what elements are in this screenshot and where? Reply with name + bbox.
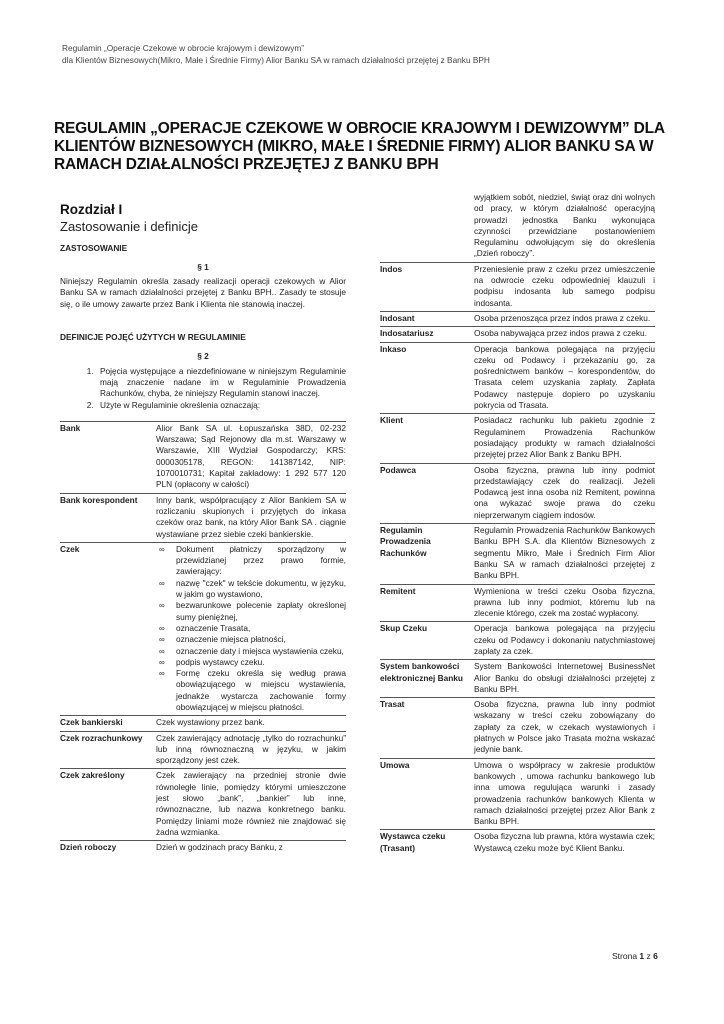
definition-desc: Osoba fizyczna, prawna lub inny podmiot wskazany w treści czeku zobowiązany do zapłaty za czek, w czekach wystawionych i płatnych w Polsce jako Trasata można wskazać jedynie bank. [474, 699, 655, 755]
definition-term: Czek bankierski [60, 717, 123, 728]
bullet-item: ∞ bezwarunkowe polecenie zapłaty określonej sumy pieniężnej, [176, 600, 346, 623]
definition-term: Remitent [380, 585, 416, 596]
definition-desc: Posiadacz rachunku lub pakietu zgodnie z Regulaminem Prowadzenia Rachunków posiadający produkty w ramach działalności przejętej przez Alior Bank z Banku BPH. [474, 415, 655, 460]
definition-desc: System Bankowości Internetowej BusinessNet Alior Banku do obsługi działalności przejętej z Banku BPH. [474, 661, 655, 694]
definition-row [60, 840, 346, 855]
definition-term: Bank [60, 422, 81, 433]
definition-term: Indosatariusz [380, 328, 434, 339]
definition-row [380, 342, 655, 414]
bullet-item: ∞ oznaczenie daty i miejsca wystawienia czeku, [176, 646, 346, 657]
definition-row [60, 715, 346, 730]
definition-row [380, 463, 655, 523]
definition-row [380, 311, 655, 326]
definition-row [380, 697, 655, 757]
definition-term: Klient [380, 415, 404, 426]
left-column [60, 200, 346, 856]
definition-row [60, 542, 346, 715]
definition-row [60, 731, 346, 769]
definition-term: Indosant [380, 312, 415, 323]
definition-term [380, 192, 474, 260]
bullet-item: ∞ oznaczenie miejsca płatności, [176, 634, 346, 645]
definition-row [60, 421, 346, 493]
definition-desc: Wymieniona w treści czeku Osoba fizyczna, prawna lub inny podmiot, któremu lub na zlecenie którego, czek ma zostać wypłacony. [474, 585, 655, 619]
paragraph-marker-2: § 2 [197, 351, 209, 362]
definition-row [380, 758, 655, 830]
definition-term: Dzień roboczy [60, 842, 117, 853]
definition-term: Czek [60, 543, 80, 554]
definition-term: Trasat [380, 699, 405, 710]
definition-row [60, 493, 346, 542]
definition-term: Inkaso [380, 343, 407, 354]
definition-term: System bankowości elektronicznej Banku [380, 661, 463, 683]
section-heading-zastosowanie: ZASTOSOWANIE [60, 242, 128, 253]
definition-row [380, 326, 655, 341]
definition-desc: Regulamin Prowadzenia Rachunków Bankowych Banku BPH S.A. dla Klientów Biznesowych z segmentu Mikro, Małe i Średnich Firm Alior Banku SA w ramach działalności przejętej z Banku BPH. [474, 525, 655, 581]
page-sep: z [646, 951, 651, 961]
header-line-1: Regulamin „Operacje Czekowe w obrocie krajowym i dewizowym” [62, 43, 305, 53]
bullet-item: ∞ oznaczenie Trasata, [176, 623, 346, 634]
definition-row [380, 829, 655, 856]
definition-term: Wystawca czeku (Trasant) [380, 831, 446, 853]
page-number [612, 951, 658, 961]
bullet-item: ∞ nazwę "czek" w tekście dokumentu, w języku, w jakim go wystawiono, [176, 578, 346, 601]
definition-row [380, 262, 655, 311]
definition-term: Czek zakreślony [60, 770, 125, 781]
definition-term: Skup Czeku [380, 623, 428, 634]
definition-desc: Osoba nabywająca przez indos prawa z czeku. [474, 328, 647, 339]
definition-term: Podawca [380, 464, 416, 475]
definition-desc: Dzień w godzinach pracy Banku, z [156, 842, 283, 853]
definition-continuation [380, 192, 655, 262]
header-line-2: dla Klientów Biznesowych(Mikro, Małe i Średnie Firmy) Alior Banku SA w ramach działalności przejętej z Banku BPH [62, 55, 490, 65]
definitions-intro-list [60, 366, 346, 411]
definition-desc: Inny bank, współpracujący z Alior Bankiem SA w rozliczaniu skupionych i przyjętych do inkasa czeków oraz bank, na który Alior Bank SA . ciągnie wystawiane przez siebie czeki bankierskie. [156, 494, 346, 539]
definition-desc: Osoba fizyczna lub prawna, która wystawia czek; Wystawcą czeku może być Klient Banku. [474, 831, 655, 853]
definition-term: Indos [380, 263, 403, 274]
definition-desc: Przeniesienie praw z czeku przez umieszczenie na odwrocie czeku odpowiedniej klauzuli i podpisu indosanta lub samego podpisu indosanta. [474, 263, 655, 308]
definition-desc: Osoba przenosząca przez indos prawa z czeku. [474, 312, 651, 323]
definition-term: Umowa [380, 759, 410, 770]
definition-bullets [156, 544, 346, 713]
section1-text: Niniejszy Regulamin określa zasady realizacji operacji czekowych w Alior Banku SA w ramach działalności przejętej z Banku BPH.. Zasady te stosuje się, o ile umowy zawarte przez Bank i Klienta nie stanowią inaczej. [60, 276, 346, 309]
chapter-subtitle: Zastosowanie i definicje [60, 219, 199, 235]
definitions-table-left [60, 421, 346, 856]
definition-desc: Czek zawierający adnotację „tylko do rozrachunku” lub inną równoznaczną w języku, w jakim sporządzony jest czek. [156, 732, 346, 766]
definition-row [380, 584, 655, 622]
chapter-label: Rozdział I [60, 202, 123, 217]
definition-term: Bank korespondent [60, 494, 138, 505]
definition-row [380, 621, 655, 659]
definition-row [60, 768, 346, 840]
definition-term: Czek rozrachunkowy [60, 732, 143, 743]
running-header [62, 42, 490, 66]
document-title: REGULAMIN „OPERACJE CZEKOWE W OBROCIE KRAJOWYM I DEWIZOWYM” DLA KLIENTÓW BIZNESOWYCH (MIKRO, MAŁE I ŚREDNIE FIRMY) ALIOR BANKU SA W RAMACH DZIAŁALNOŚCI PRZEJĘTEJ Z BANKU BPH [54, 120, 665, 173]
total-pages: 6 [653, 951, 658, 961]
right-column [380, 192, 655, 856]
definition-desc: Czek zawierający na przedniej stronie dwie równoległe linie, pomiędzy którymi umieszczone jest słowo „bank”, „bankier” lub inne, równoznaczne, lub nazwa konkretnego banku. Pomiędzy liniami może również nie znajdować się żadna wzmianka. [156, 770, 346, 837]
definition-desc: Operacja bankowa polegająca na przyjęciu czeku od Podawcy i przekazaniu go, za pośrednictwem banków – korespondentów, do Trasata celem uzyskania zapłaty. Zapłata Podawcy następuje dopiero po uzyskaniu pokrycia od Trasata. [474, 343, 655, 411]
definition-term: Regulamin Prowadzenia Rachunków [380, 525, 431, 558]
definition-desc: Umowa o współpracy w zakresie produktów bankowych , umowa rachunku bankowego lub inna umowa regulująca warunki i zasady prowadzenia rachunków bankowych Klienta w ramach działalności przejętej przez Alior Bank z Banku BPH. [474, 759, 655, 827]
bullet-item: ∞ Formę czeku określa się według prawa obowiązującego w miejscu wystawienia, jednakże wystarcza zachowanie formy obowiązującej w miejscu płatności. [176, 668, 346, 713]
definition-desc: wyjątkiem sobót, niedziel, świąt oraz dni wolnych od pracy, w którym działalność operacyjną prowadzi jednostka Banku wykonująca czynności przewidziane postanowieniem Regulaminu odwołującym się do określenia „Dzień roboczy”. [474, 192, 655, 259]
bullet-item: ∞ podpis wystawcy czeku. [176, 657, 346, 668]
page-label: Strona [612, 951, 638, 961]
definition-row [380, 413, 655, 462]
definition-row [380, 523, 655, 583]
list-item: 2. Użyte w Regulaminie określenia oznaczają: [96, 400, 346, 411]
section-heading-definicje: DEFINICJE POJĘĆ UŻYTYCH W REGULAMINIE [60, 332, 246, 343]
paragraph-marker-1: § 1 [197, 261, 209, 272]
definition-desc: Operacja bankowa polegająca na przyjęciu czeku od Podawcy i dokonaniu natychmiastowej zapłaty za czek. [474, 623, 655, 656]
list-item: 1. Pojęcia występujące a niezdefiniowane w niniejszym Regulaminie mają znaczenie nadane im w Regulaminie Prowadzenia Rachunków, chyba, że niniejszy Regulamin stanowi inaczej. [96, 366, 346, 400]
definition-desc: Osoba fizyczna, prawna lub inny podmiot przedstawiający czek do realizacji. Jeżeli Podawcą jest inna osoba niż Remitent, powinna ona wykazać swoje prawa do czeku nieprzerwanym ciągiem indosów. [474, 464, 655, 520]
definition-row [380, 659, 655, 697]
definition-desc: Czek wystawiony przez bank. [156, 717, 265, 728]
definition-desc: Alior Bank SA ul. Łopuszańska 38D, 02-232 Warszawa; Sąd Rejonowy dla m.st. Warszawy w Warszawie, XIII Wydział Gospodarczy; KRS: 0000305178, REGON: 141387142, NIP: 1070010731; Kapitał zakładowy: 1 292 577 120 PLN (opłacony w całości) [156, 422, 346, 490]
bullet-item: ∞ Dokument płatniczy sporządzony w przewidzianej przez prawo formie, zawierający: [176, 544, 346, 578]
current-page: 1 [639, 951, 645, 961]
definition-desc [156, 544, 346, 713]
